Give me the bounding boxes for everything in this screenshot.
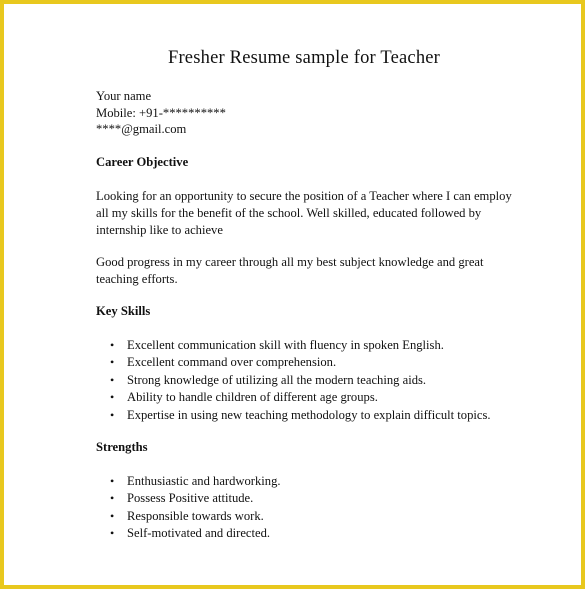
list-item <box>110 337 491 354</box>
list-item-text: Expertise in using new teaching methodology to explain difficult topics. <box>127 407 491 422</box>
page-title: Fresher Resume sample for Teacher <box>167 48 441 68</box>
list-item-text: Self-motivated and directed. <box>127 526 271 541</box>
list-item-text: Ability to handle children of different age groups. <box>127 390 378 405</box>
career-objective-paragraph-1: Looking for an opportunity to secure the position of a Teacher where I can employ all my skills for the benefit of the school. Well skilled, educated followed by internship like to achieve <box>96 189 512 237</box>
strengths-heading: Strengths <box>96 440 148 454</box>
key-skills-heading: Key Skills <box>96 304 151 318</box>
bullet-icon: • <box>110 491 115 506</box>
bullet-icon: • <box>110 407 115 422</box>
contact-block <box>96 88 226 138</box>
list-item-text: Possess Positive attitude. <box>127 491 254 506</box>
career-objective-heading: Career Objective <box>96 155 189 169</box>
list-item <box>110 389 491 406</box>
contact-name: Your name <box>96 89 152 103</box>
list-item <box>110 525 281 542</box>
list-item <box>110 508 281 525</box>
list-item <box>110 372 491 389</box>
contact-email: ****@gmail.com <box>96 122 187 136</box>
career-objective-paragraph-2: Good progress in my career through all my best subject knowledge and great teaching efforts. <box>96 255 484 286</box>
list-item-text: Excellent communication skill with fluency in spoken English. <box>127 338 444 352</box>
list-item-text: Strong knowledge of utilizing all the modern teaching aids. <box>127 372 427 387</box>
bullet-icon: • <box>110 474 115 488</box>
list-item-text: Enthusiastic and hardworking. <box>127 474 281 488</box>
bullet-icon: • <box>110 390 115 405</box>
bullet-icon: • <box>110 338 115 352</box>
strengths-list <box>110 473 281 543</box>
list-item <box>110 354 491 371</box>
list-item-text: Excellent command over comprehension. <box>127 355 337 370</box>
bullet-icon: • <box>110 508 115 523</box>
key-skills-list <box>110 337 491 424</box>
list-item <box>110 407 491 424</box>
list-item <box>110 473 281 490</box>
bullet-icon: • <box>110 355 115 370</box>
list-item <box>110 490 281 507</box>
bullet-icon: • <box>110 526 115 541</box>
bullet-icon: • <box>110 372 115 387</box>
list-item-text: Responsible towards work. <box>127 508 264 523</box>
contact-mobile: Mobile: +91-********** <box>96 105 226 120</box>
